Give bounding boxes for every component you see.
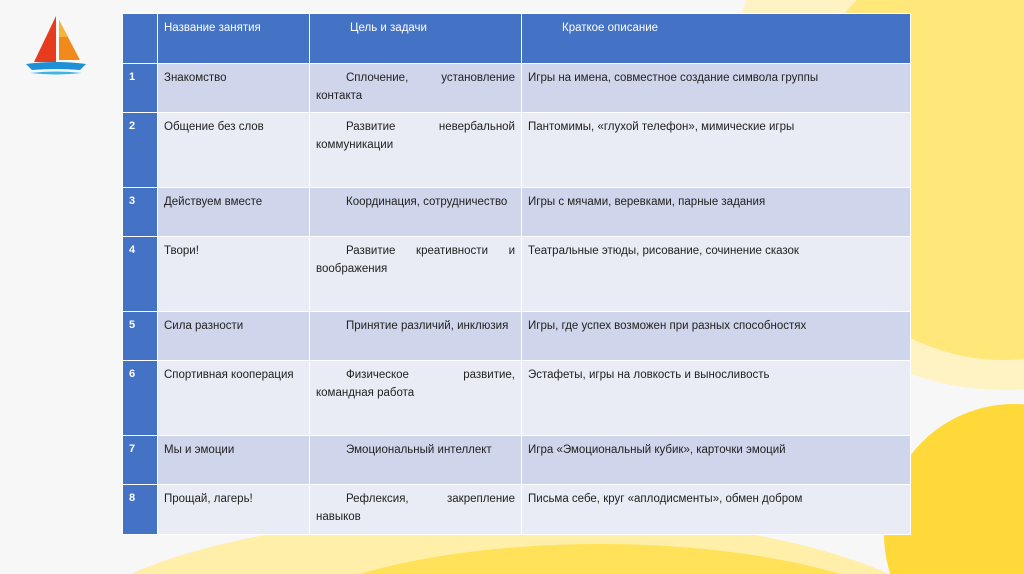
- lesson-description: Игра «Эмоциональный кубик», карточки эмоций: [522, 436, 911, 485]
- lesson-goal: [310, 188, 522, 237]
- lesson-name: Прощай, лагерь!: [158, 485, 310, 535]
- header-lesson-name: Название занятия: [158, 14, 310, 64]
- table-row: [123, 237, 911, 312]
- row-number: 5: [123, 312, 158, 361]
- lesson-name: Спортивная кооперация: [158, 361, 310, 436]
- table-row: [123, 361, 911, 436]
- table-row: [123, 312, 911, 361]
- lesson-goal-text: Рефлексия, закрепление навыков: [316, 493, 515, 524]
- lesson-name: Твори!: [158, 237, 310, 312]
- lesson-name: Знакомство: [158, 64, 310, 113]
- lesson-goal: [310, 485, 522, 535]
- lesson-name: Общение без слов: [158, 113, 310, 188]
- row-number: 8: [123, 485, 158, 535]
- table-row: [123, 188, 911, 237]
- lesson-description: Письма себе, круг «аплодисменты», обмен добром: [522, 485, 911, 535]
- lesson-goal-text: Развитие невербальной коммуникации: [316, 121, 515, 152]
- lesson-goal-text: Принятие различий, инклюзия: [346, 320, 509, 332]
- lesson-goal: [310, 64, 522, 113]
- row-number: 6: [123, 361, 158, 436]
- lesson-goal: [310, 113, 522, 188]
- lesson-description: Пантомимы, «глухой телефон», мимические игры: [522, 113, 911, 188]
- row-number: 2: [123, 113, 158, 188]
- lesson-goal-text: Сплочение, установление контакта: [316, 72, 515, 103]
- table-header: [123, 14, 911, 64]
- lesson-description: Игры на имена, совместное создание символа группы: [522, 64, 911, 113]
- lesson-goal: [310, 237, 522, 312]
- lesson-name: Сила разности: [158, 312, 310, 361]
- row-number: 1: [123, 64, 158, 113]
- sailboat-icon: [20, 10, 92, 82]
- header-description: Краткое описание: [522, 14, 911, 64]
- row-number: 3: [123, 188, 158, 237]
- row-number: 4: [123, 237, 158, 312]
- table-row: [123, 436, 911, 485]
- lesson-goal-text: Физическое развитие, командная работа: [316, 369, 515, 400]
- schedule-table: [122, 13, 911, 535]
- lesson-goal-text: Развитие креативности и воображения: [316, 245, 515, 276]
- header-number: [123, 14, 158, 64]
- lesson-description: Театральные этюды, рисование, сочинение сказок: [522, 237, 911, 312]
- lesson-name: Мы и эмоции: [158, 436, 310, 485]
- table-row: [123, 485, 911, 535]
- lesson-name: Действуем вместе: [158, 188, 310, 237]
- lesson-goal: [310, 361, 522, 436]
- lesson-goal-text: Эмоциональный интеллект: [346, 444, 492, 456]
- table-row: [123, 113, 911, 188]
- header-goals: Цель и задачи: [310, 14, 522, 64]
- lesson-goal-text: Координация, сотрудничество: [346, 196, 508, 208]
- table-row: [123, 64, 911, 113]
- lesson-description: Эстафеты, игры на ловкость и выносливость: [522, 361, 911, 436]
- lesson-description: Игры с мячами, веревками, парные задания: [522, 188, 911, 237]
- lesson-goal: [310, 312, 522, 361]
- lesson-goal: [310, 436, 522, 485]
- lesson-description: Игры, где успех возможен при разных способностях: [522, 312, 911, 361]
- row-number: 7: [123, 436, 158, 485]
